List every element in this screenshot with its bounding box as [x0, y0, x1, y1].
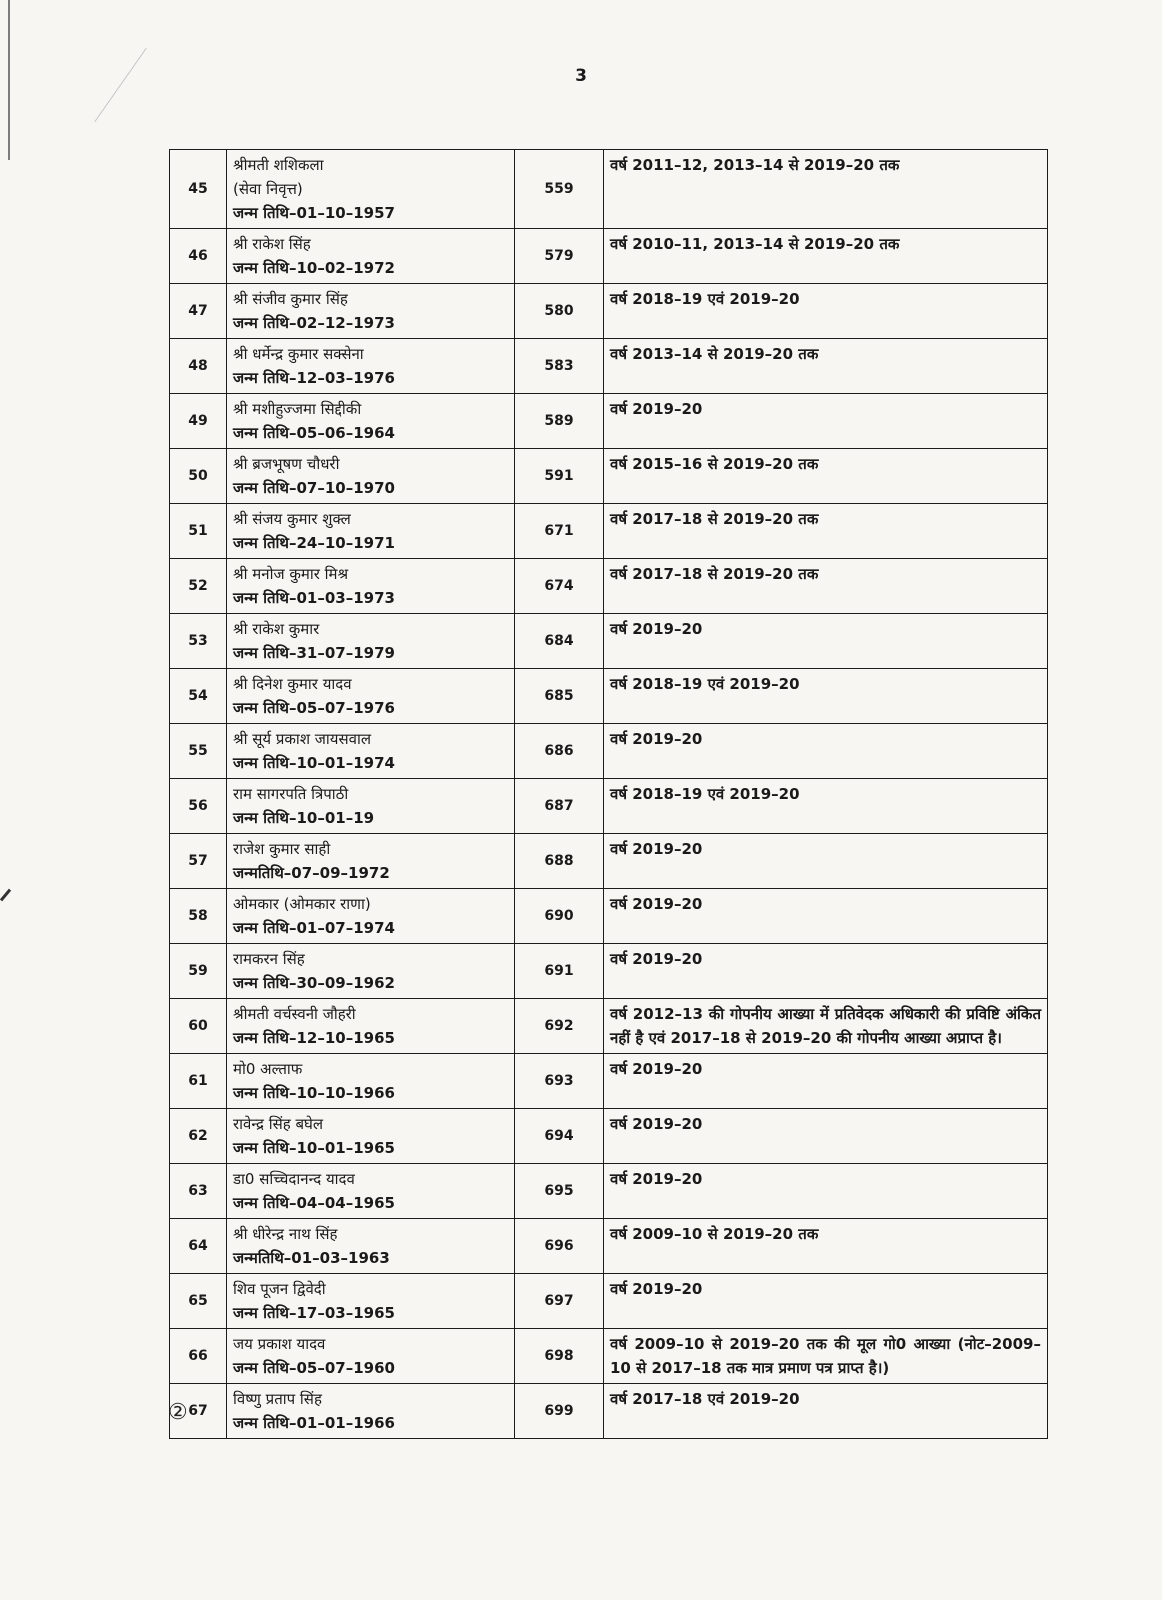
table-row — [170, 1054, 1048, 1109]
remark-cell: वर्ष 2009–10 से 2019–20 तक की मूल गो0 आख्या (नोट–2009–10 से 2017–18 तक मात्र प्रमाण पत्र प्राप्त है।) — [604, 1329, 1048, 1384]
handwritten-page-mark: ② — [168, 1400, 188, 1425]
remark-cell: वर्ष 2012–13 की गोपनीय आख्या में प्रतिवेदक अधिकारी की प्रविष्टि अंकित नहीं है एवं 2017–18 से 2019–20 की गोपनीय आख्या अप्राप्त है। — [604, 999, 1048, 1054]
seniority-number-cell: 589 — [515, 394, 604, 449]
table-row — [170, 1274, 1048, 1329]
seniority-number-cell: 686 — [515, 724, 604, 779]
table-row — [170, 229, 1048, 284]
officer-name: श्री संजय कुमार शुक्ल — [233, 510, 351, 528]
officer-name: श्रीमती शशिकला — [233, 156, 324, 174]
serial-number-cell: 54 — [170, 669, 227, 724]
remark-cell: वर्ष 2011–12, 2013–14 से 2019–20 तक — [604, 150, 1048, 229]
date-of-birth: जन्मतिथि–07–09–1972 — [233, 864, 390, 882]
officer-name: श्री संजीव कुमार सिंह — [233, 290, 348, 308]
table-row — [170, 449, 1048, 504]
officer-name: राजेश कुमार साही — [233, 840, 331, 858]
date-of-birth: जन्म तिथि–05–06–1964 — [233, 424, 395, 442]
serial-number-cell: 57 — [170, 834, 227, 889]
date-of-birth: जन्म तिथि–04–04–1965 — [233, 1194, 395, 1212]
serial-number-cell: 59 — [170, 944, 227, 999]
name-cell — [227, 339, 515, 394]
seniority-number-cell: 699 — [515, 1384, 604, 1439]
table-row — [170, 889, 1048, 944]
officer-name: श्रीमती वर्चस्वनी जौहरी — [233, 1005, 356, 1023]
name-cell — [227, 284, 515, 339]
officer-name: मो0 अल्ताफ — [233, 1060, 303, 1078]
remark-cell: वर्ष 2019–20 — [604, 1274, 1048, 1329]
remark-cell: वर्ष 2019–20 — [604, 394, 1048, 449]
date-of-birth: जन्म तिथि–10–02–1972 — [233, 259, 395, 277]
officer-record-table — [169, 149, 1048, 1439]
seniority-number-cell: 695 — [515, 1164, 604, 1219]
remark-cell: वर्ष 2018–19 एवं 2019–20 — [604, 284, 1048, 339]
serial-number-cell: 62 — [170, 1109, 227, 1164]
table-row — [170, 669, 1048, 724]
table-row — [170, 944, 1048, 999]
table-row — [170, 284, 1048, 339]
remark-cell: वर्ष 2017–18 से 2019–20 तक — [604, 504, 1048, 559]
table-row — [170, 1384, 1048, 1439]
remark-cell: वर्ष 2017–18 एवं 2019–20 — [604, 1384, 1048, 1439]
serial-number-cell: 63 — [170, 1164, 227, 1219]
serial-number-cell: 56 — [170, 779, 227, 834]
seniority-number-cell: 559 — [515, 150, 604, 229]
remark-cell: वर्ष 2019–20 — [604, 834, 1048, 889]
table-row — [170, 1109, 1048, 1164]
date-of-birth: जन्म तिथि–01–03–1973 — [233, 589, 395, 607]
officer-name: (सेवा निवृत्त) — [233, 180, 303, 198]
table-row — [170, 1164, 1048, 1219]
seniority-number-cell: 579 — [515, 229, 604, 284]
serial-number-cell: 55 — [170, 724, 227, 779]
date-of-birth: जन्म तिथि–30–09–1962 — [233, 974, 395, 992]
name-cell — [227, 1384, 515, 1439]
date-of-birth: जन्म तिथि–01–01–1966 — [233, 1414, 395, 1432]
name-cell — [227, 559, 515, 614]
table-row — [170, 1219, 1048, 1274]
date-of-birth: जन्म तिथि–12–10–1965 — [233, 1029, 395, 1047]
date-of-birth: जन्म तिथि–10–01–19 — [233, 809, 375, 827]
officer-name: जय प्रकाश यादव — [233, 1335, 326, 1353]
remark-cell: वर्ष 2019–20 — [604, 1164, 1048, 1219]
remark-cell: वर्ष 2019–20 — [604, 1054, 1048, 1109]
table-row — [170, 150, 1048, 229]
remark-cell: वर्ष 2013–14 से 2019–20 तक — [604, 339, 1048, 394]
serial-number-cell: 47 — [170, 284, 227, 339]
seniority-number-cell: 591 — [515, 449, 604, 504]
date-of-birth: जन्म तिथि–05–07–1976 — [233, 699, 395, 717]
name-cell — [227, 394, 515, 449]
serial-number-cell: 66 — [170, 1329, 227, 1384]
name-cell — [227, 449, 515, 504]
date-of-birth: जन्म तिथि–10–01–1974 — [233, 754, 395, 772]
table-row — [170, 394, 1048, 449]
serial-number-cell: 51 — [170, 504, 227, 559]
seniority-number-cell: 694 — [515, 1109, 604, 1164]
officer-name: राम सागरपति त्रिपाठी — [233, 785, 349, 803]
serial-number-cell: 67 — [170, 1384, 227, 1439]
name-cell — [227, 229, 515, 284]
table-row — [170, 999, 1048, 1054]
date-of-birth: जन्म तिथि–31–07–1979 — [233, 644, 395, 662]
remark-cell: वर्ष 2009–10 से 2019–20 तक — [604, 1219, 1048, 1274]
seniority-number-cell: 688 — [515, 834, 604, 889]
table-row — [170, 1329, 1048, 1384]
date-of-birth: जन्मतिथि–01–03–1963 — [233, 1249, 390, 1267]
seniority-number-cell: 697 — [515, 1274, 604, 1329]
officer-name: शिव पूजन द्विवेदी — [233, 1280, 326, 1298]
officer-name: श्री मनोज कुमार मिश्र — [233, 565, 349, 583]
officer-name: रावेन्द्र सिंह बघेल — [233, 1115, 324, 1133]
serial-number-cell: 46 — [170, 229, 227, 284]
serial-number-cell: 58 — [170, 889, 227, 944]
serial-number-cell: 50 — [170, 449, 227, 504]
remark-cell: वर्ष 2019–20 — [604, 944, 1048, 999]
serial-number-cell: 53 — [170, 614, 227, 669]
remark-cell: वर्ष 2015–16 से 2019–20 तक — [604, 449, 1048, 504]
officer-name: श्री ब्रजभूषण चौधरी — [233, 455, 340, 473]
officer-name: ओमकार (ओमकार राणा) — [233, 895, 371, 913]
date-of-birth: जन्म तिथि–10–01–1965 — [233, 1139, 395, 1157]
remark-cell: वर्ष 2018–19 एवं 2019–20 — [604, 779, 1048, 834]
name-cell — [227, 1164, 515, 1219]
seniority-number-cell: 580 — [515, 284, 604, 339]
table-body — [170, 150, 1048, 1439]
name-cell — [227, 1219, 515, 1274]
name-cell — [227, 779, 515, 834]
date-of-birth: जन्म तिथि–17–03–1965 — [233, 1304, 395, 1322]
officer-name: श्री धर्मेन्द्र कुमार सक्सेना — [233, 345, 364, 363]
date-of-birth: जन्म तिथि–10–10–1966 — [233, 1084, 395, 1102]
seniority-number-cell: 690 — [515, 889, 604, 944]
table-row — [170, 724, 1048, 779]
date-of-birth: जन्म तिथि–07–10–1970 — [233, 479, 395, 497]
name-cell — [227, 504, 515, 559]
name-cell — [227, 1274, 515, 1329]
serial-number-cell: 64 — [170, 1219, 227, 1274]
name-cell — [227, 1054, 515, 1109]
serial-number-cell: 60 — [170, 999, 227, 1054]
table-row — [170, 614, 1048, 669]
name-cell — [227, 944, 515, 999]
name-cell — [227, 1109, 515, 1164]
remark-cell: वर्ष 2010–11, 2013–14 से 2019–20 तक — [604, 229, 1048, 284]
remark-cell: वर्ष 2019–20 — [604, 889, 1048, 944]
date-of-birth: जन्म तिथि–02–12–1973 — [233, 314, 395, 332]
remark-cell: वर्ष 2017–18 से 2019–20 तक — [604, 559, 1048, 614]
table-row — [170, 339, 1048, 394]
date-of-birth: जन्म तिथि–24–10–1971 — [233, 534, 395, 552]
name-cell — [227, 614, 515, 669]
seniority-number-cell: 583 — [515, 339, 604, 394]
seniority-number-cell: 693 — [515, 1054, 604, 1109]
name-cell — [227, 150, 515, 229]
seniority-number-cell: 698 — [515, 1329, 604, 1384]
seniority-number-cell: 687 — [515, 779, 604, 834]
table-row — [170, 834, 1048, 889]
serial-number-cell: 52 — [170, 559, 227, 614]
seniority-number-cell: 692 — [515, 999, 604, 1054]
remark-cell: वर्ष 2019–20 — [604, 724, 1048, 779]
seniority-number-cell: 691 — [515, 944, 604, 999]
officer-name: श्री दिनेश कुमार यादव — [233, 675, 352, 693]
serial-number-cell: 49 — [170, 394, 227, 449]
serial-number-cell: 48 — [170, 339, 227, 394]
pen-mark-artifact — [0, 889, 11, 902]
serial-number-cell: 45 — [170, 150, 227, 229]
remark-cell: वर्ष 2018–19 एवं 2019–20 — [604, 669, 1048, 724]
officer-name: विष्णु प्रताप सिंह — [233, 1390, 322, 1408]
seniority-number-cell: 684 — [515, 614, 604, 669]
remark-cell: वर्ष 2019–20 — [604, 1109, 1048, 1164]
name-cell — [227, 724, 515, 779]
serial-number-cell: 61 — [170, 1054, 227, 1109]
officer-name: श्री सूर्य प्रकाश जायसवाल — [233, 730, 372, 748]
seniority-number-cell: 671 — [515, 504, 604, 559]
table-row — [170, 559, 1048, 614]
name-cell — [227, 999, 515, 1054]
officer-name: रामकरन सिंह — [233, 950, 305, 968]
officer-name: श्री मशीहुज्जमा सिद्दीकी — [233, 400, 362, 418]
date-of-birth: जन्म तिथि–01–10–1957 — [233, 204, 395, 222]
date-of-birth: जन्म तिथि–12–03–1976 — [233, 369, 395, 387]
table-row — [170, 504, 1048, 559]
name-cell — [227, 889, 515, 944]
remark-cell: वर्ष 2019–20 — [604, 614, 1048, 669]
seniority-number-cell: 685 — [515, 669, 604, 724]
officer-name: श्री राकेश कुमार — [233, 620, 320, 638]
table-row — [170, 779, 1048, 834]
officer-name: श्री राकेश सिंह — [233, 235, 311, 253]
serial-number-cell: 65 — [170, 1274, 227, 1329]
officer-name: श्री धीरेन्द्र नाथ सिंह — [233, 1225, 338, 1243]
name-cell — [227, 1329, 515, 1384]
seniority-number-cell: 696 — [515, 1219, 604, 1274]
date-of-birth: जन्म तिथि–05–07–1960 — [233, 1359, 395, 1377]
name-cell — [227, 669, 515, 724]
date-of-birth: जन्म तिथि–01–07–1974 — [233, 919, 395, 937]
seniority-number-cell: 674 — [515, 559, 604, 614]
officer-name: डा0 सच्चिदानन्द यादव — [233, 1170, 355, 1188]
page-number: 3 — [575, 66, 587, 86]
name-cell — [227, 834, 515, 889]
